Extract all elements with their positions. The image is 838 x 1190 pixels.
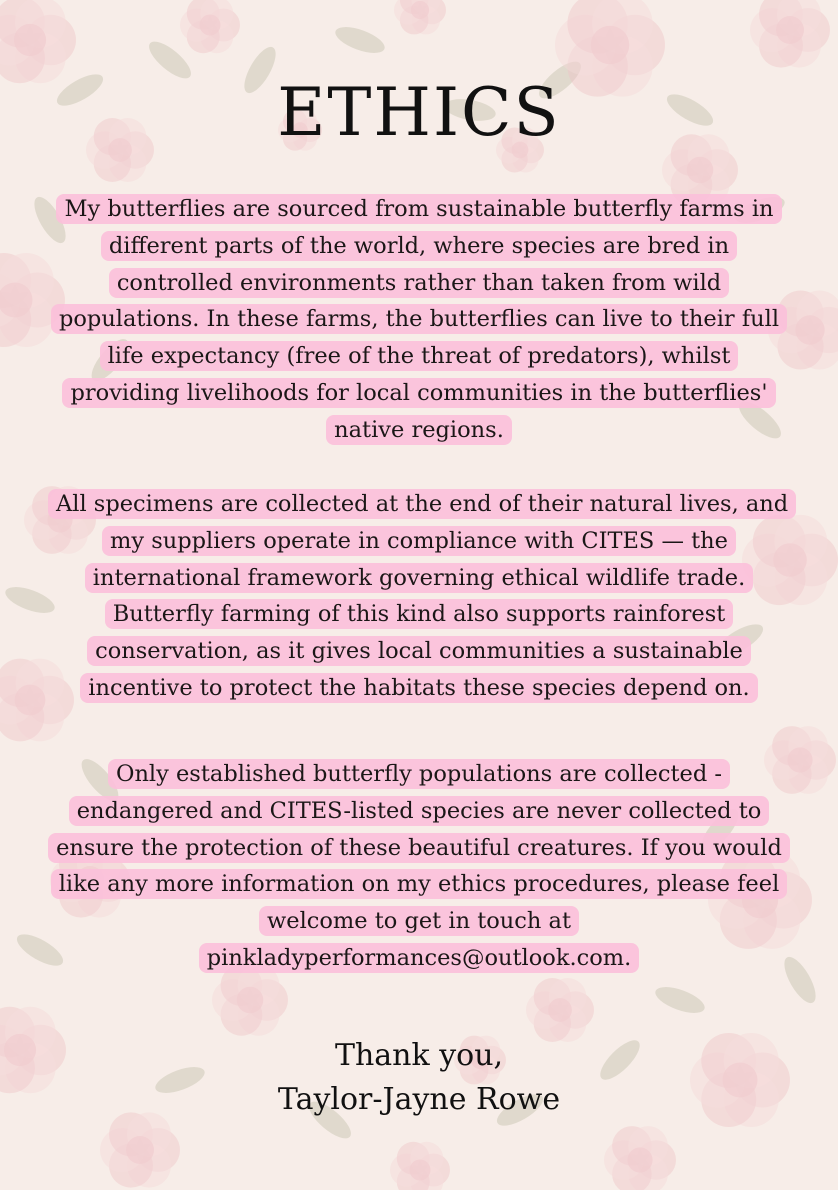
paragraph-protection <box>48 756 790 977</box>
paragraph-sourcing-text: My butterflies are sourced from sustainable butterfly farms in different parts of the world, where species are bred in controlled environments rather than taken from wild populations. In these farms, the butterflies can live to their full life expectancy (free of the threat of predators), whilst providing livelihoods for local communities in the butterflies' native regions. <box>51 194 787 445</box>
paragraph-sourcing <box>48 191 790 449</box>
thank-you-text: Thank you, <box>334 1038 504 1073</box>
paragraph-compliance <box>48 486 790 707</box>
signature-name: Taylor-Jayne Rowe <box>277 1082 561 1117</box>
closing-block <box>0 1034 838 1122</box>
page-title: ETHICS <box>277 74 561 151</box>
paragraph-compliance-text: All specimens are collected at the end of their natural lives, and my suppliers operate in compliance with CITES — the international framework governing ethical wildlife trade. Butterfly farming of this kind also supports rainforest conservation, as it gives local communities a sustainable incentive to protect the habitats these species depend on. <box>48 489 796 703</box>
paragraph-protection-text: Only established butterfly populations are collected - endangered and CITES-listed species are never collected to ensure the protection of these beautiful creatures. If you would like any more information on my ethics procedures, please feel welcome to get in touch at pinkladyperformances@outlook.com. <box>48 759 790 973</box>
